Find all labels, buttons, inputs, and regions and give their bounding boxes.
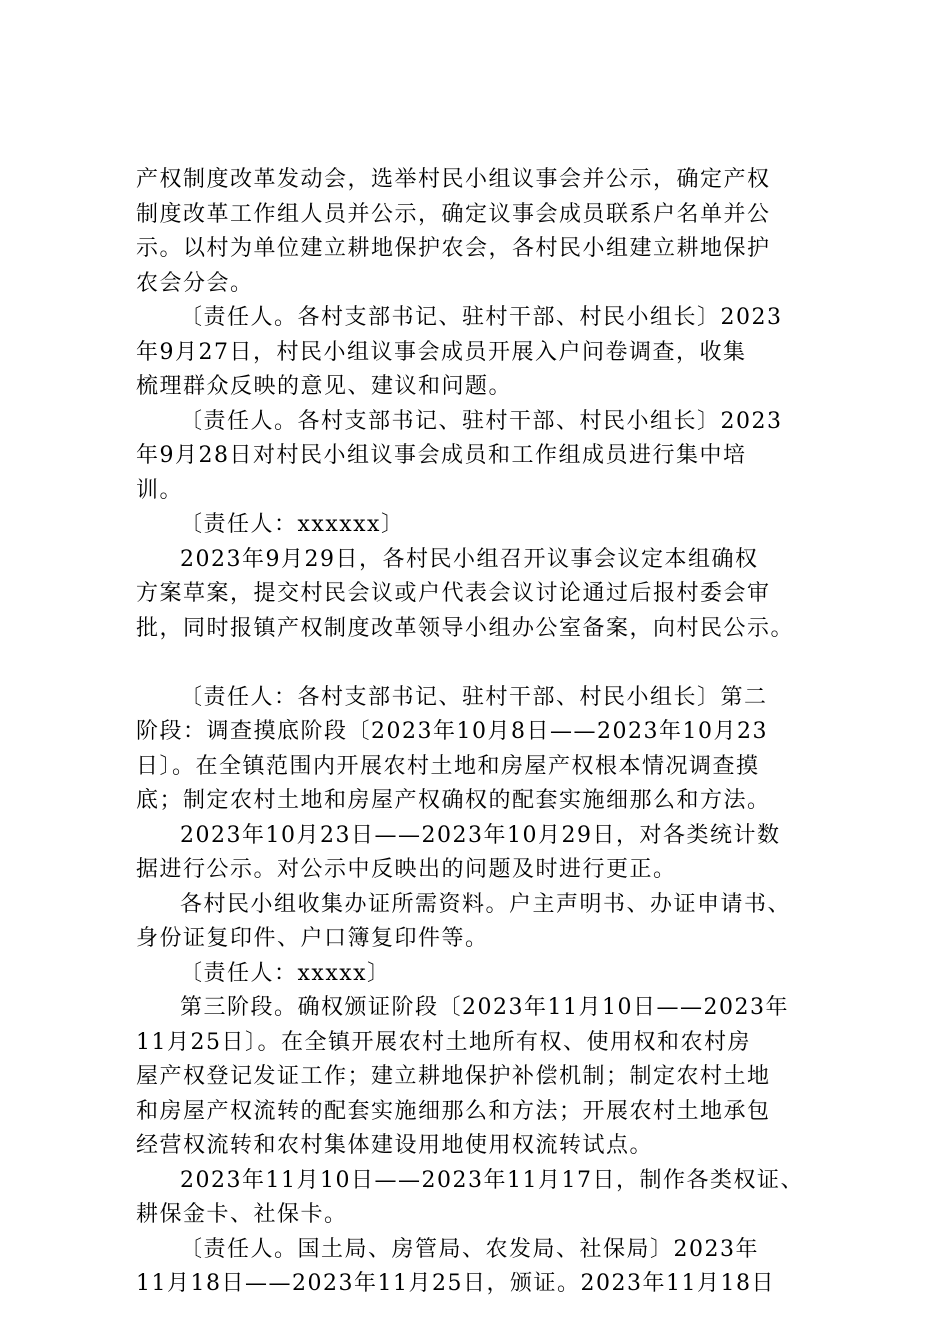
text-line-26: 屋产权登记发证工作；建立耕地保护补偿机制；制定农村土地 — [136, 1064, 771, 1089]
text-line-16: 阶段：调查摸底阶段〔2023年10月8日——2023年10月23 — [136, 719, 768, 744]
text-line-25: 11月25日〕。在全镇开展农村土地所有权、使用权和农村房 — [136, 1029, 751, 1055]
text-line-28: 经营权流转和农村集体建设用地使用权流转试点。 — [136, 1133, 654, 1158]
paragraph-gap — [136, 646, 836, 681]
text-line-2: 制度改革工作组人员并公示，确定议事会成员联系户名单并公 — [136, 201, 771, 227]
text-line-8: 〔责任人。各村支部书记、驻村干部、村民小组长〕2023 — [180, 408, 783, 434]
text-line-9: 年9月28日对村民小组议事会成员和工作组成员进行集中培 — [136, 443, 747, 468]
text-line-21: 各村民小组收集办证所需资料。户主声明书、办证申请书、 — [180, 891, 792, 917]
text-line-1: 产权制度改革发动会，选举村民小组议事会并公示，确定产权 — [136, 167, 771, 192]
text-line-20: 据进行公示。对公示中反映出的问题及时进行更正。 — [136, 857, 677, 882]
text-line-24: 第三阶段。确权颁证阶段〔2023年11月10日——2023年 — [180, 995, 789, 1020]
text-line-31: 〔责任人。国土局、房管局、农发局、社保局〕2023年 — [180, 1236, 759, 1262]
text-line-32: 11月18日——2023年11月25日，颁证。2023年11月18日 — [136, 1271, 775, 1296]
text-line-27: 和房屋产权流转的配套实施细那么和方法；开展农村土地承包 — [136, 1098, 771, 1124]
text-line-5: 〔责任人。各村支部书记、驻村干部、村民小组长〕2023 — [180, 305, 783, 330]
text-line-22: 身份证复印件、户口簿复印件等。 — [136, 926, 489, 951]
text-line-10: 训。 — [136, 477, 184, 503]
text-line-29: 2023年11月10日——2023年11月17日，制作各类权证、 — [180, 1167, 804, 1193]
text-line-7: 梳理群众反映的意见、建议和问题。 — [136, 374, 513, 399]
text-line-4: 农会分会。 — [136, 270, 254, 296]
text-line-23: 〔责任人：xxxxx〕 — [180, 960, 391, 986]
text-line-12: 2023年9月29日，各村民小组召开议事会议定本组确权 — [180, 546, 759, 572]
text-line-6: 年9月27日，村民小组议事会成员开展入户问卷调查，收集 — [136, 339, 747, 365]
text-line-15: 〔责任人：各村支部书记、驻村干部、村民小组长〕第二 — [180, 684, 768, 710]
text-line-19: 2023年10月23日——2023年10月29日，对各类统计数 — [180, 822, 781, 848]
text-line-14: 批，同时报镇产权制度改革领导小组办公室备案，向村民公示。 — [136, 615, 795, 641]
document-body — [136, 163, 836, 1302]
text-line-17: 日〕。在全镇范围内开展农村土地和房屋产权根本情况调查摸 — [136, 753, 760, 779]
text-line-13: 方案草案，提交村民会议或户代表会议讨论通过后报村委会审 — [136, 581, 771, 606]
text-line-3: 示。以村为单位建立耕地保护农会，各村民小组建立耕地保护 — [136, 236, 771, 261]
text-line-18: 底；制定农村土地和房屋产权确权的配套实施细那么和方法。 — [136, 788, 771, 813]
text-line-11: 〔责任人：xxxxxx〕 — [180, 512, 405, 537]
text-line-30: 耕保金卡、社保卡。 — [136, 1202, 348, 1227]
